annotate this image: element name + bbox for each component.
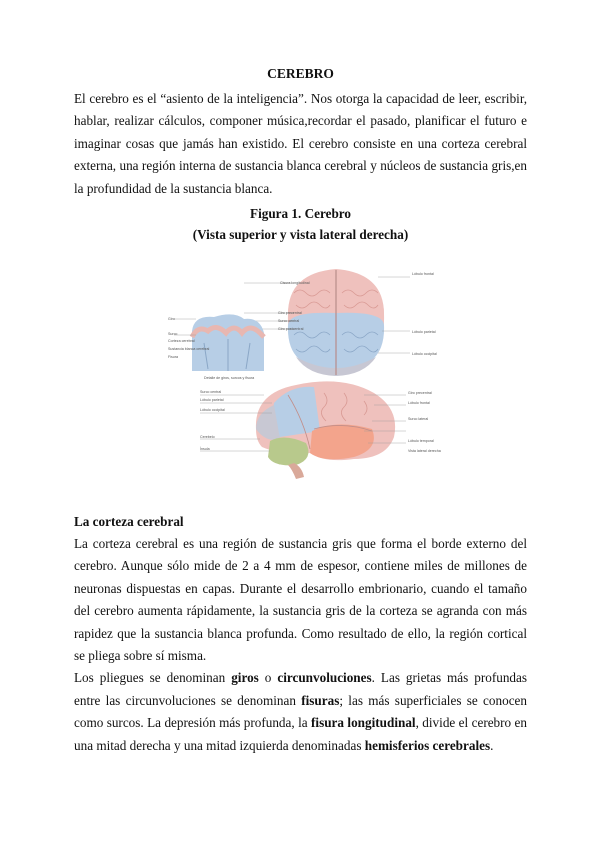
cortex-paragraph-1: La corteza cerebral es una región de sustancia gris que forma el borde externo del cerebro. Aunque sólo mide de 2 a 4 mm de espesor, contiene miles de millones de neuronas dispuestas en capas. Durante el desarrollo embrionario, cuando el tamaño del cerebro aumenta rápidamente, la sustancia gris de la corteza se agranda con más rapidez que la sustancia blanca profunda. Como resultado de ello, la región cortical se pliega sobre sí misma. (74, 536, 527, 664)
label-cisura: Cisura longitudinal (280, 281, 310, 286)
p2-text-4: ; las más superficiales se conocen como surcos. La depresión más profunda, la (74, 692, 527, 731)
brain-illustration (74, 253, 527, 489)
label-lat-giro-precentral: Giro precentral (408, 391, 432, 396)
label-occipital: Lóbulo occipital (412, 352, 437, 357)
label-parietal: Lóbulo parietal (412, 330, 436, 335)
figure-caption-line2: (Vista superior y vista lateral derecha) (192, 227, 409, 243)
label-lat-temporal: Lóbulo temporal (408, 439, 434, 444)
intro-paragraph: El cerebro es el “asiento de la inteligencia”. Nos otorga la capacidad de leer, escribir, hablar, realizar cálculos, componer música,recordar el pasado, planificar el futuro e imaginar cosas que jamás han existido. El cerebro consiste en una corteza cerebral externa, una región interna de sustancia blanca cerebral y núcleos de sustancia gris,en la profundidad de la sustancia blanca. (74, 91, 527, 196)
p2-term-giros: giros (231, 670, 259, 686)
detail-cross-section (168, 314, 264, 380)
p2-text-2: o (258, 670, 278, 686)
document-page (74, 66, 527, 757)
label-lat-frontal: Lóbulo frontal (408, 401, 430, 406)
p2-text-5: , divide el cerebro en una mitad derecha y una mitad izquierda denominadas (74, 715, 527, 753)
label-lat-surco-lateral: Surco lateral (408, 417, 429, 422)
document-title: CEREBRO (267, 66, 334, 81)
p2-text-6: . (490, 737, 494, 753)
label-lat-cerebelo: Cerebelo (200, 435, 215, 440)
label-frontal: Lóbulo frontal (412, 272, 434, 277)
label-lat-surco-central: Surco central (200, 390, 222, 395)
p2-text-1: Los pliegues se denominan (74, 670, 232, 686)
figure-caption-line1: Figura 1. Cerebro (250, 206, 351, 222)
cerebellum-lateral (268, 437, 308, 465)
p2-term-fisuras: fisuras (301, 692, 340, 708)
label-giro-postcentral: Giro postcentral (278, 327, 304, 332)
brain-figure (74, 253, 527, 489)
label-vista-lateral: Vista lateral derecha (408, 449, 441, 454)
label-lat-insula: Ínsula (200, 447, 210, 452)
label-giro-precentral: Giro precentral (278, 311, 302, 316)
label-lat-occipital: Lóbulo occipital (200, 408, 225, 413)
superior-view (244, 269, 437, 386)
p2-term-fisura-longitudinal: fisura longitudinal (311, 715, 416, 731)
label-giro: Giro (168, 317, 175, 322)
label-surco-central: Surco central (278, 319, 300, 324)
p2-term-hemisferios: hemisferios cerebrales (364, 737, 491, 753)
label-fisura: Fisura (168, 355, 178, 360)
p2-text-3: . Las grietas más profundas entre las circunvoluciones se denominan (74, 670, 527, 708)
label-sustancia-blanca: Sustancia blanca cerebral (168, 347, 210, 352)
label-detalle: Detalle de giros, surcos y fisura (204, 376, 255, 381)
lateral-view (200, 381, 441, 479)
label-corteza: Corteza cerebral (168, 339, 195, 344)
p2-term-circunvoluciones: circunvoluciones (277, 670, 372, 686)
section-heading: La corteza cerebral (74, 514, 184, 530)
cortex-paragraph-2 (74, 667, 527, 757)
label-lat-parietal: Lóbulo parietal (200, 398, 224, 403)
label-surco: Surco (168, 332, 178, 337)
